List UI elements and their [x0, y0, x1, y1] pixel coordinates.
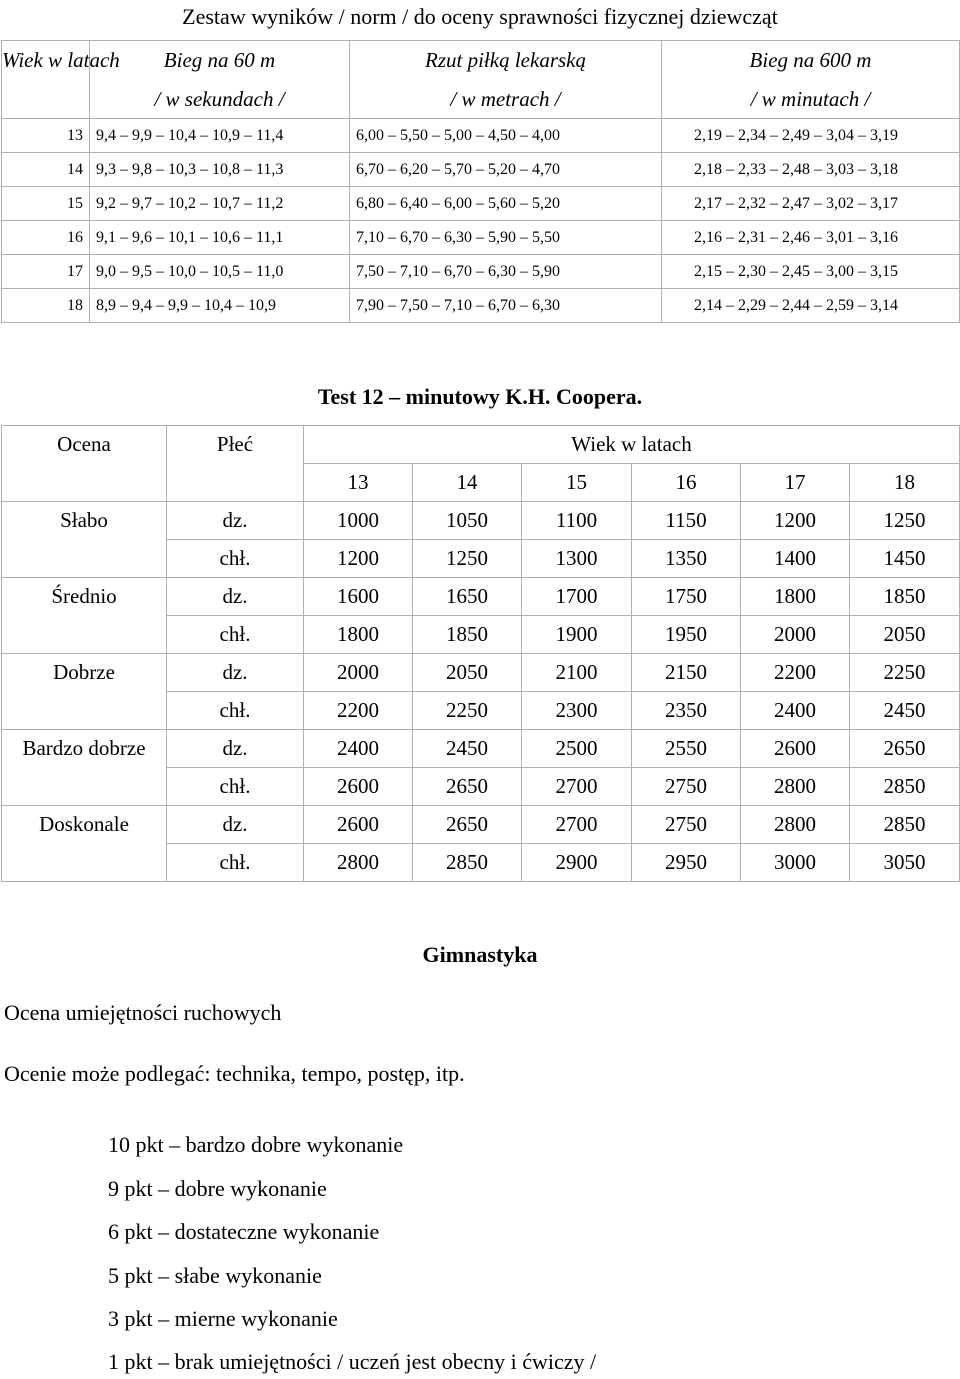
- sex-cell: dz.: [167, 502, 304, 540]
- scale-item: 10 pkt – bardzo dobre wykonanie: [108, 1132, 404, 1157]
- table-row: [2, 616, 960, 654]
- scale-item: 6 pkt – dostateczne wykonanie: [108, 1219, 380, 1244]
- run600-values: 2,15 – 2,30 – 2,45 – 3,00 – 3,15: [662, 255, 960, 289]
- table-row: [2, 654, 960, 692]
- distance-cell: 2800: [741, 768, 850, 806]
- distance-cell: 1600: [304, 578, 413, 616]
- table-row: [2, 187, 960, 221]
- run600-values: 2,16 – 2,31 – 2,46 – 3,01 – 3,16: [662, 221, 960, 255]
- table-row: [2, 119, 960, 153]
- table-row: [2, 289, 960, 323]
- run60-values: 9,2 – 9,7 – 10,2 – 10,7 – 11,2: [90, 187, 350, 221]
- run600-values: 2,18 – 2,33 – 2,48 – 3,03 – 3,18: [662, 153, 960, 187]
- distance-cell: 2800: [741, 806, 850, 844]
- distance-cell: 2050: [413, 654, 522, 692]
- sex-cell: chł.: [167, 844, 304, 882]
- scale-item: 3 pkt – mierne wykonanie: [108, 1306, 338, 1331]
- table-row: [2, 578, 960, 616]
- sex-cell: chł.: [167, 540, 304, 578]
- scale-item: 5 pkt – słabe wykonanie: [108, 1263, 322, 1288]
- run600-unit: / w minutach /: [662, 80, 960, 119]
- medicine-ball-values: 7,90 – 7,50 – 7,10 – 6,70 – 6,30: [350, 289, 662, 323]
- age-header-18: 18: [850, 464, 960, 502]
- distance-cell: 2700: [522, 806, 632, 844]
- distance-cell: 2650: [413, 806, 522, 844]
- age-cell: 14: [2, 153, 90, 187]
- distance-cell: 1950: [632, 616, 741, 654]
- distance-cell: 2350: [632, 692, 741, 730]
- distance-cell: 2200: [304, 692, 413, 730]
- medicine-ball-unit: / w metrach /: [350, 80, 662, 119]
- distance-cell: 1750: [632, 578, 741, 616]
- table-row: [2, 730, 960, 768]
- distance-cell: 2250: [850, 654, 960, 692]
- distance-cell: 2850: [850, 806, 960, 844]
- age-header-13: 13: [304, 464, 413, 502]
- distance-cell: 2300: [522, 692, 632, 730]
- sex-cell: dz.: [167, 730, 304, 768]
- table-row: [2, 806, 960, 844]
- distance-cell: 1000: [304, 502, 413, 540]
- grade-column-header: Ocena: [2, 426, 167, 464]
- distance-cell: 1800: [304, 616, 413, 654]
- medicine-ball-values: 7,50 – 7,10 – 6,70 – 6,30 – 5,90: [350, 255, 662, 289]
- sex-cell: chł.: [167, 692, 304, 730]
- distance-cell: 1400: [741, 540, 850, 578]
- table-row: [2, 153, 960, 187]
- grade-label: Średnio: [2, 578, 167, 616]
- distance-cell: 2500: [522, 730, 632, 768]
- sex-cell: dz.: [167, 654, 304, 692]
- distance-cell: 2450: [850, 692, 960, 730]
- scale-item: 9 pkt – dobre wykonanie: [108, 1176, 327, 1201]
- distance-cell: 3050: [850, 844, 960, 882]
- distance-cell: 2850: [850, 768, 960, 806]
- distance-cell: 2950: [632, 844, 741, 882]
- run600-values: 2,19 – 2,34 – 2,49 – 3,04 – 3,19: [662, 119, 960, 153]
- run600-values: 2,17 – 2,32 – 2,47 – 3,02 – 3,17: [662, 187, 960, 221]
- distance-cell: 2150: [632, 654, 741, 692]
- distance-cell: 1800: [741, 578, 850, 616]
- distance-cell: 2050: [850, 616, 960, 654]
- age-cell: 16: [2, 221, 90, 255]
- age-header-14: 14: [413, 464, 522, 502]
- distance-cell: 1450: [850, 540, 960, 578]
- table-row: [2, 255, 960, 289]
- sex-column-header: Płeć: [167, 426, 304, 464]
- age-column-header: Wiek w latach: [2, 41, 90, 119]
- distance-cell: 2000: [741, 616, 850, 654]
- run60-values: 8,9 – 9,4 – 9,9 – 10,4 – 10,9: [90, 289, 350, 323]
- medicine-ball-values: 6,00 – 5,50 – 5,00 – 4,50 – 4,00: [350, 119, 662, 153]
- grade-label: Dobrze: [2, 654, 167, 692]
- distance-cell: 2450: [413, 730, 522, 768]
- run60-header: Bieg na 60 m: [90, 41, 350, 80]
- distance-cell: 2550: [632, 730, 741, 768]
- medicine-ball-values: 6,80 – 6,40 – 6,00 – 5,60 – 5,20: [350, 187, 662, 221]
- distance-cell: 2800: [304, 844, 413, 882]
- distance-cell: 2650: [413, 768, 522, 806]
- distance-cell: 1650: [413, 578, 522, 616]
- gymnastics-subtitle: Ocena umiejętności ruchowych: [4, 1000, 282, 1025]
- distance-cell: 1050: [413, 502, 522, 540]
- medicine-ball-header: Rzut piłką lekarską: [350, 41, 662, 80]
- table-row: [2, 540, 960, 578]
- distance-cell: 3000: [741, 844, 850, 882]
- distance-cell: 1700: [522, 578, 632, 616]
- grade-label: Słabo: [2, 502, 167, 540]
- distance-cell: 2650: [850, 730, 960, 768]
- sex-cell: chł.: [167, 768, 304, 806]
- age-cell: 15: [2, 187, 90, 221]
- distance-cell: 1200: [304, 540, 413, 578]
- cooper-test-title: Test 12 – minutowy K.H. Coopera.: [317, 384, 643, 409]
- distance-cell: 1150: [632, 502, 741, 540]
- table-row: [2, 768, 960, 806]
- age-cell: 13: [2, 119, 90, 153]
- distance-cell: 2750: [632, 768, 741, 806]
- distance-cell: 2600: [741, 730, 850, 768]
- cooper-test-table: [1, 425, 960, 882]
- grade-label: Bardzo dobrze: [2, 730, 167, 768]
- distance-cell: 1850: [850, 578, 960, 616]
- run600-header: Bieg na 600 m: [662, 41, 960, 80]
- distance-cell: 1850: [413, 616, 522, 654]
- distance-cell: 2100: [522, 654, 632, 692]
- distance-cell: 2000: [304, 654, 413, 692]
- distance-cell: 2400: [741, 692, 850, 730]
- age-cell: 18: [2, 289, 90, 323]
- distance-cell: 1250: [850, 502, 960, 540]
- distance-cell: 2900: [522, 844, 632, 882]
- distance-cell: 2750: [632, 806, 741, 844]
- age-header-16: 16: [632, 464, 741, 502]
- distance-cell: 1250: [413, 540, 522, 578]
- age-cell: 17: [2, 255, 90, 289]
- run60-values: 9,4 – 9,9 – 10,4 – 10,9 – 11,4: [90, 119, 350, 153]
- run60-values: 9,0 – 9,5 – 10,0 – 10,5 – 11,0: [90, 255, 350, 289]
- table-row: [2, 221, 960, 255]
- distance-cell: 2700: [522, 768, 632, 806]
- age-header-15: 15: [522, 464, 632, 502]
- gymnastics-criteria: Ocenie może podlegać: technika, tempo, postęp, itp.: [4, 1061, 465, 1086]
- table-row: [2, 502, 960, 540]
- distance-cell: 2600: [304, 768, 413, 806]
- sex-cell: dz.: [167, 806, 304, 844]
- table-row: [2, 692, 960, 730]
- distance-cell: 2400: [304, 730, 413, 768]
- distance-cell: 1350: [632, 540, 741, 578]
- distance-cell: 1200: [741, 502, 850, 540]
- distance-cell: 2850: [413, 844, 522, 882]
- medicine-ball-values: 7,10 – 6,70 – 6,30 – 5,90 – 5,50: [350, 221, 662, 255]
- age-header-17: 17: [741, 464, 850, 502]
- distance-cell: 2200: [741, 654, 850, 692]
- distance-cell: 1300: [522, 540, 632, 578]
- page-title: Zestaw wyników / norm / do oceny sprawności fizycznej dziewcząt: [182, 4, 778, 29]
- distance-cell: 1100: [522, 502, 632, 540]
- sex-cell: dz.: [167, 578, 304, 616]
- run60-values: 9,1 – 9,6 – 10,1 – 10,6 – 11,1: [90, 221, 350, 255]
- run600-values: 2,14 – 2,29 – 2,44 – 2,59 – 3,14: [662, 289, 960, 323]
- table-row: [2, 844, 960, 882]
- age-group-header: Wiek w latach: [304, 426, 960, 464]
- gymnastics-title: Gimnastyka: [422, 942, 538, 967]
- fitness-norms-table: [1, 40, 960, 323]
- grade-label: Doskonale: [2, 806, 167, 844]
- run60-unit: / w sekundach /: [90, 80, 350, 119]
- medicine-ball-values: 6,70 – 6,20 – 5,70 – 5,20 – 4,70: [350, 153, 662, 187]
- distance-cell: 1900: [522, 616, 632, 654]
- scale-item: 1 pkt – brak umiejętności / uczeń jest obecny i ćwiczy /: [108, 1349, 597, 1374]
- distance-cell: 2600: [304, 806, 413, 844]
- distance-cell: 2250: [413, 692, 522, 730]
- sex-cell: chł.: [167, 616, 304, 654]
- run60-values: 9,3 – 9,8 – 10,3 – 10,8 – 11,3: [90, 153, 350, 187]
